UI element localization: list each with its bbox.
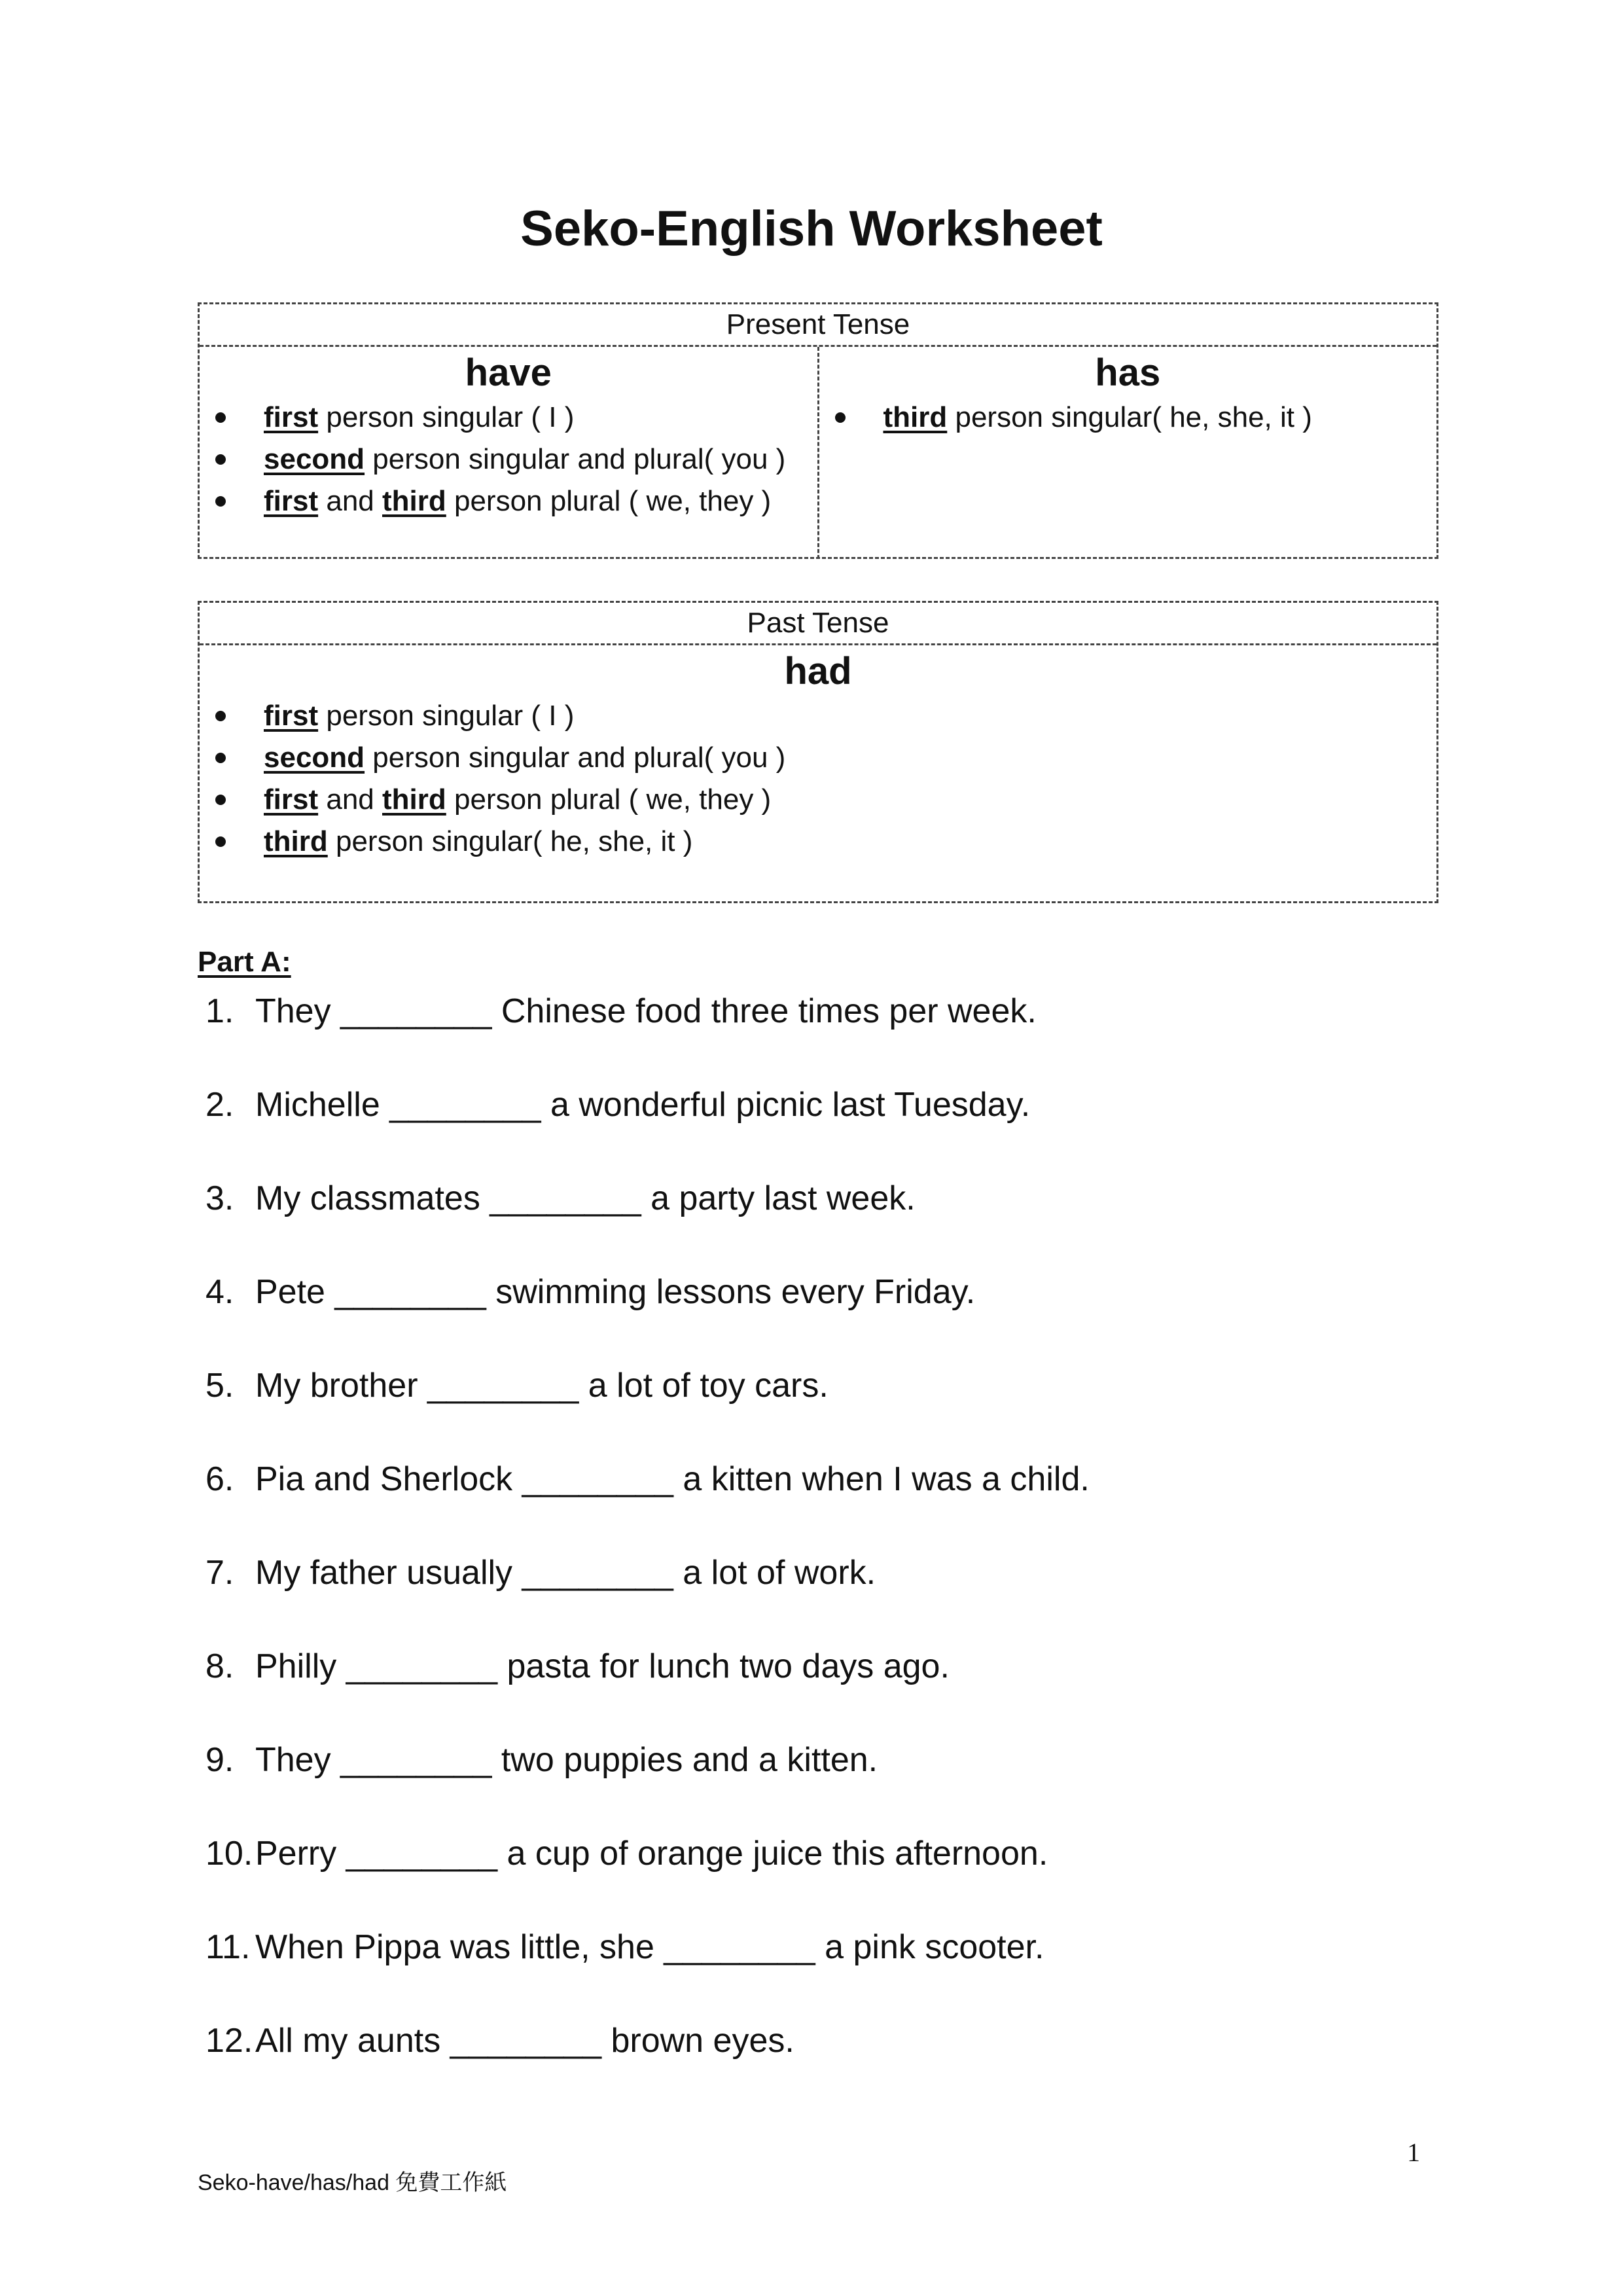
question-text: Michelle ________ a wonderful picnic last Tuesday.	[255, 1086, 1031, 1124]
question-text: They ________ Chinese food three times per week.	[255, 992, 1037, 1030]
past-tense-table	[198, 601, 1438, 903]
question-item	[198, 2018, 1428, 2111]
has-rules-list	[819, 397, 1437, 450]
question-number: 7.	[205, 1554, 234, 1592]
question-text: My classmates ________ a party last week.	[255, 1179, 916, 1217]
rule-text: person singular and plural( you )	[365, 742, 786, 774]
page-number: 1	[1407, 2138, 1420, 2167]
question-item	[198, 1737, 1428, 1831]
rule-connector: and	[318, 485, 382, 517]
rule-person-keyword: second	[264, 443, 365, 475]
question-number: 9.	[205, 1741, 234, 1779]
rule-text: person plural ( we, they )	[446, 485, 772, 517]
question-item	[198, 1363, 1428, 1456]
has-column	[817, 347, 1437, 559]
rule-item	[200, 480, 817, 522]
question-number: 2.	[205, 1086, 234, 1124]
rule-person-keyword: first	[264, 700, 319, 732]
question-number: 1.	[205, 992, 234, 1030]
has-heading: has	[1095, 351, 1161, 394]
question-list	[198, 988, 1428, 2111]
question-text: When Pippa was little, she ________ a pink scooter.	[255, 1928, 1044, 1966]
rule-text: person singular( he, she, it )	[327, 825, 693, 857]
question-number: 12.	[205, 2022, 253, 2060]
worksheet-title: Seko-English Worksheet	[520, 201, 1103, 257]
rule-person-keyword: first	[264, 485, 319, 517]
had-column	[200, 645, 1436, 874]
have-rules-list	[200, 397, 817, 534]
question-item	[198, 1269, 1428, 1363]
question-text: Philly ________ pasta for lunch two days ago.	[255, 1647, 950, 1685]
question-number: 11.	[205, 1928, 251, 1966]
question-text: They ________ two puppies and a kitten.	[255, 1741, 878, 1779]
rule-person-keyword: second	[264, 742, 365, 774]
question-text: Perry ________ a cup of orange juice this afternoon.	[255, 1835, 1048, 1873]
rule-item	[819, 397, 1437, 439]
question-item	[198, 1831, 1428, 1924]
question-item	[198, 1175, 1428, 1269]
rule-person-keyword: third	[382, 783, 446, 816]
have-column	[200, 347, 817, 559]
question-item	[198, 1456, 1428, 1550]
rule-person-keyword: third	[883, 401, 948, 433]
question-text: Pia and Sherlock ________ a kitten when I was a child.	[255, 1460, 1090, 1498]
have-heading: have	[465, 351, 552, 394]
rule-item	[200, 695, 1436, 737]
rule-item	[200, 439, 817, 480]
question-text: Pete ________ swimming lessons every Friday.	[255, 1273, 976, 1311]
rule-person-keyword: third	[264, 825, 328, 857]
part-a-label: Part A:	[198, 946, 291, 978]
question-item	[198, 1550, 1428, 1643]
rule-text: person plural ( we, they )	[446, 783, 772, 816]
question-item	[198, 1643, 1428, 1737]
question-text: All my aunts ________ brown eyes.	[255, 2022, 794, 2060]
question-number: 6.	[205, 1460, 234, 1498]
present-tense-header: Present Tense	[200, 304, 1436, 347]
had-rules-list	[200, 695, 1436, 874]
rule-text: person singular ( I )	[318, 401, 575, 433]
question-number: 10.	[205, 1835, 253, 1873]
question-item	[198, 1082, 1428, 1175]
footer-text: Seko-have/has/had 免費工作紙	[198, 2170, 507, 2195]
rule-item	[200, 737, 1436, 779]
rule-person-keyword: first	[264, 783, 319, 816]
rule-text: person singular and plural( you )	[365, 443, 786, 475]
question-item	[198, 988, 1428, 1082]
rule-text: person singular ( I )	[318, 700, 575, 732]
past-tense-header: Past Tense	[200, 603, 1436, 645]
question-number: 3.	[205, 1179, 234, 1217]
rule-text: person singular( he, she, it )	[947, 401, 1312, 433]
rule-person-keyword: third	[382, 485, 446, 517]
question-number: 8.	[205, 1647, 234, 1685]
rule-item	[200, 397, 817, 439]
rule-person-keyword: first	[264, 401, 319, 433]
question-item	[198, 1924, 1428, 2018]
question-text: My brother ________ a lot of toy cars.	[255, 1367, 829, 1405]
had-heading: had	[784, 650, 852, 692]
rule-item	[200, 779, 1436, 821]
question-number: 5.	[205, 1367, 234, 1405]
present-tense-table	[198, 302, 1438, 559]
question-text: My father usually ________ a lot of work.	[255, 1554, 876, 1592]
question-number: 4.	[205, 1273, 234, 1311]
rule-item	[200, 821, 1436, 863]
rule-connector: and	[318, 783, 382, 816]
